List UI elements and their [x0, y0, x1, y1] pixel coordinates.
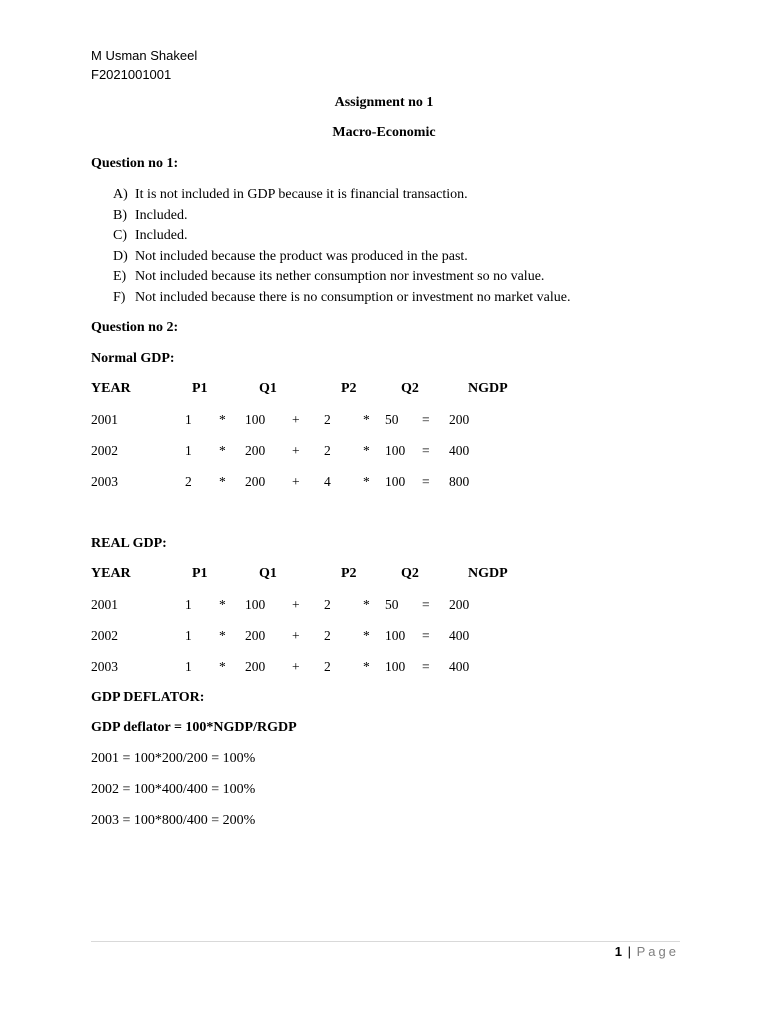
- cell-plus: +: [292, 659, 300, 674]
- answer-item: [113, 206, 570, 227]
- answer-letter: B): [113, 207, 127, 223]
- col-q2: Q2: [401, 381, 419, 396]
- cell-p1: 1: [185, 597, 192, 612]
- question-1-answers: [113, 185, 570, 308]
- cell-q2: 100: [385, 659, 406, 674]
- student-id: F2021001001: [91, 67, 172, 82]
- cell-multiply: *: [219, 659, 226, 674]
- table-row: [0, 628, 768, 648]
- cell-q2: 50: [385, 597, 399, 612]
- cell-q1: 100: [245, 597, 266, 612]
- cell-year: 2002: [91, 443, 118, 458]
- cell-year: 2002: [91, 628, 118, 643]
- cell-plus: +: [292, 628, 300, 643]
- cell-q2: 100: [385, 474, 406, 489]
- answer-text: Included.: [135, 207, 188, 223]
- cell-q1: 200: [245, 628, 266, 643]
- cell-q1: 100: [245, 412, 266, 427]
- cell-multiply: *: [363, 628, 370, 643]
- answer-item: [113, 247, 570, 268]
- cell-multiply: *: [363, 659, 370, 674]
- footer-divider: [91, 941, 680, 942]
- table-row: [0, 597, 768, 617]
- page-label: Page: [636, 944, 679, 959]
- cell-total: 400: [449, 628, 470, 643]
- table-row: [0, 659, 768, 679]
- cell-equals: =: [422, 443, 430, 458]
- col-q1: Q1: [259, 381, 277, 396]
- cell-total: 400: [449, 443, 470, 458]
- page-number: 1: [614, 944, 622, 959]
- cell-year: 2001: [91, 597, 118, 612]
- answer-letter: C): [113, 228, 127, 243]
- col-year: YEAR: [91, 381, 131, 396]
- cell-year: 2003: [91, 659, 118, 674]
- student-name: M Usman Shakeel: [91, 48, 198, 63]
- cell-equals: =: [422, 659, 430, 674]
- cell-plus: +: [292, 474, 300, 489]
- col-p1: P1: [192, 381, 208, 396]
- page-separator: |: [627, 944, 631, 959]
- cell-p1: 2: [185, 474, 192, 489]
- cell-q2: 100: [385, 443, 406, 458]
- answer-item: [113, 185, 570, 206]
- cell-p2: 2: [324, 412, 331, 427]
- answer-item: [113, 226, 570, 247]
- normal-gdp-heading: Normal GDP:: [91, 351, 175, 366]
- answer-text: It is not included in GDP because it is financial transaction.: [135, 187, 468, 202]
- assignment-title: Assignment no 1: [334, 95, 434, 110]
- cell-multiply: *: [219, 597, 226, 612]
- cell-q1: 200: [245, 443, 266, 458]
- answer-letter: F): [113, 289, 126, 305]
- cell-total: 400: [449, 659, 470, 674]
- cell-q1: 200: [245, 659, 266, 674]
- cell-multiply: *: [219, 474, 226, 489]
- answer-text: Not included because the product was produced in the past.: [135, 248, 468, 264]
- cell-year: 2001: [91, 412, 118, 427]
- col-p2: P2: [341, 566, 357, 581]
- cell-multiply: *: [219, 443, 226, 458]
- cell-multiply: *: [363, 443, 370, 458]
- cell-plus: +: [292, 412, 300, 427]
- cell-p2: 2: [324, 628, 331, 643]
- cell-year: 2003: [91, 474, 118, 489]
- col-year: YEAR: [91, 566, 131, 581]
- cell-multiply: *: [219, 412, 226, 427]
- answer-letter: D): [113, 248, 128, 264]
- cell-q1: 200: [245, 474, 266, 489]
- subject-title: Macro-Economic: [332, 125, 436, 140]
- col-p1: P1: [192, 566, 208, 581]
- answer-letter: E): [113, 269, 127, 284]
- cell-p1: 1: [185, 443, 192, 458]
- answer-item: [113, 288, 570, 309]
- question-2-heading: Question no 2:: [91, 320, 179, 335]
- cell-equals: =: [422, 597, 430, 612]
- normal-gdp-header-row: [0, 381, 768, 401]
- answer-text: Not included because there is no consumption or investment no market value.: [135, 289, 571, 305]
- cell-q2: 100: [385, 628, 406, 643]
- real-gdp-heading: REAL GDP:: [91, 536, 167, 551]
- cell-multiply: *: [219, 628, 226, 643]
- table-row: [0, 412, 768, 432]
- table-row: [0, 474, 768, 494]
- col-p2: P2: [341, 381, 357, 396]
- cell-multiply: *: [363, 412, 370, 427]
- question-1-heading: Question no 1:: [91, 156, 179, 171]
- cell-p2: 2: [324, 443, 331, 458]
- cell-total: 800: [449, 474, 470, 489]
- deflator-result: 2002 = 100*400/400 = 100%: [91, 782, 256, 797]
- cell-equals: =: [422, 474, 430, 489]
- answer-letter: A): [113, 187, 128, 202]
- col-total: NGDP: [468, 566, 508, 581]
- col-total: NGDP: [468, 381, 508, 396]
- document-header: [91, 46, 197, 84]
- cell-total: 200: [449, 412, 470, 427]
- cell-plus: +: [292, 443, 300, 458]
- cell-p2: 4: [324, 474, 331, 489]
- page-footer: [615, 944, 679, 959]
- deflator-result: 2003 = 100*800/400 = 200%: [91, 813, 256, 828]
- cell-p2: 2: [324, 659, 331, 674]
- cell-multiply: *: [363, 597, 370, 612]
- cell-p1: 1: [185, 412, 192, 427]
- deflator-result: 2001 = 100*200/200 = 100%: [91, 751, 256, 766]
- col-q2: Q2: [401, 566, 419, 581]
- cell-q2: 50: [385, 412, 399, 427]
- answer-text: Not included because its nether consumption nor investment so no value.: [135, 269, 545, 284]
- real-gdp-header-row: [0, 566, 768, 586]
- gdp-deflator-heading: GDP DEFLATOR:: [91, 690, 205, 705]
- cell-p1: 1: [185, 628, 192, 643]
- cell-plus: +: [292, 597, 300, 612]
- cell-equals: =: [422, 412, 430, 427]
- answer-item: [113, 267, 570, 288]
- col-q1: Q1: [259, 566, 277, 581]
- gdp-deflator-formula: GDP deflator = 100*NGDP/RGDP: [91, 720, 297, 735]
- answer-text: Included.: [135, 228, 188, 243]
- cell-p1: 1: [185, 659, 192, 674]
- cell-multiply: *: [363, 474, 370, 489]
- cell-p2: 2: [324, 597, 331, 612]
- cell-equals: =: [422, 628, 430, 643]
- table-row: [0, 443, 768, 463]
- cell-total: 200: [449, 597, 470, 612]
